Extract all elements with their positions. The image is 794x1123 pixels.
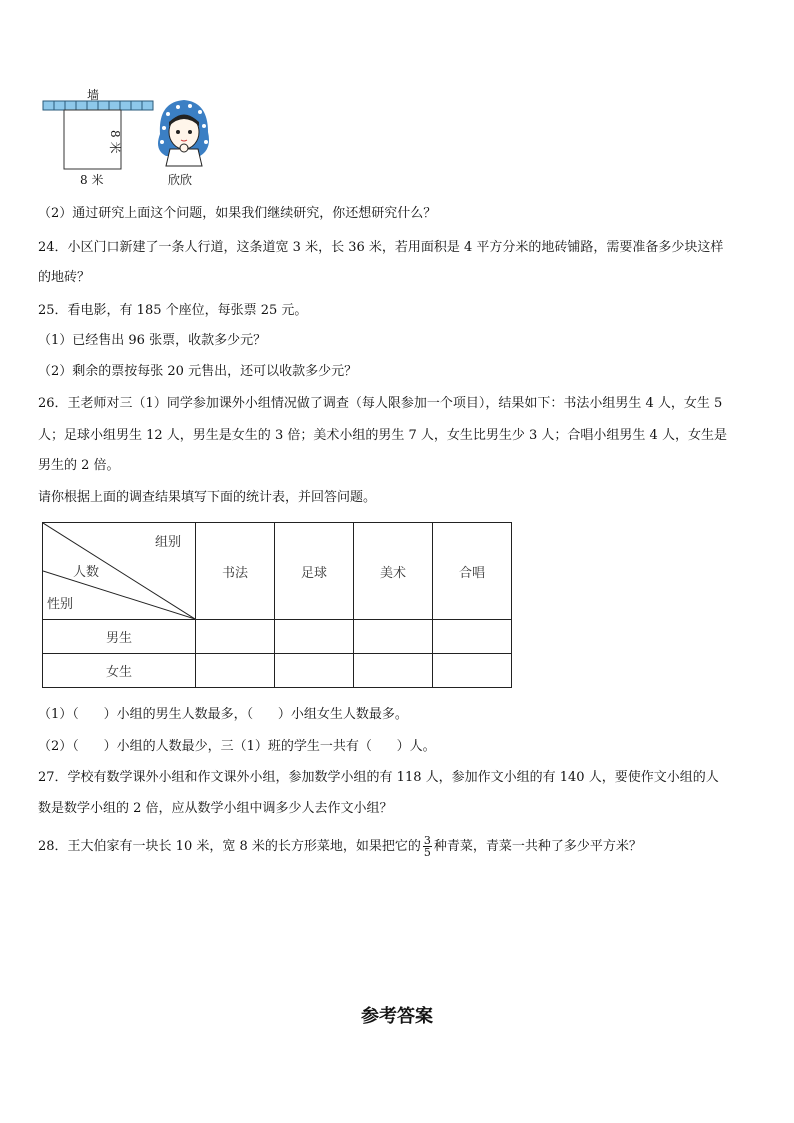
wall-label: 墙 bbox=[87, 88, 100, 102]
column-header: 书法 bbox=[196, 523, 275, 620]
table-cell[interactable] bbox=[354, 654, 433, 688]
corner-group-label: 组别 bbox=[155, 535, 182, 550]
wall-square-figure bbox=[40, 86, 240, 190]
q25-sub2: （2）剩余的票按每张 20 元售出，还可以收款多少元？ bbox=[38, 364, 358, 379]
table-row bbox=[43, 620, 512, 654]
table-cell[interactable] bbox=[275, 654, 354, 688]
column-header: 足球 bbox=[275, 523, 354, 620]
fraction bbox=[423, 835, 432, 858]
table-cell[interactable] bbox=[196, 620, 275, 654]
statistics-table bbox=[42, 522, 512, 688]
q26-line1: 26．王老师对三（1）同学参加课外小组情况做了调查（每人限参加一个项目），结果如下：书法小组男生 4 人，女生 5 bbox=[38, 396, 723, 411]
column-header: 合唱 bbox=[433, 523, 512, 620]
q26-instruction: 请你根据上面的调查结果填写下面的统计表，并回答问题。 bbox=[38, 490, 377, 505]
girl-name-label: 欣欣 bbox=[168, 173, 193, 187]
q23-sub2: （2）通过研究上面这个问题，如果我们继续研究，你还想研究什么？ bbox=[38, 206, 437, 221]
table-cell[interactable] bbox=[196, 654, 275, 688]
q28-after: 种青菜，青菜一共种了多少平方米？ bbox=[433, 839, 642, 854]
side-length-label: 8 米 bbox=[108, 130, 122, 154]
q26-line2: 人；足球小组男生 12 人，男生是女生的 3 倍；美术小组的男生 7 人，女生比男生少 3 人；合唱小组男生 4 人，女生是 bbox=[38, 428, 727, 443]
table-cell[interactable] bbox=[433, 654, 512, 688]
q24-line2: 的地砖？ bbox=[38, 270, 91, 285]
q25-stem: 25．看电影，有 185 个座位，每张票 25 元。 bbox=[38, 303, 308, 318]
corner-count-label: 人数 bbox=[73, 565, 100, 580]
corner-gender-label: 性别 bbox=[47, 597, 74, 612]
q24-line1: 24．小区门口新建了一条人行道，这条道宽 3 米，长 36 米，若用面积是 4 平方分米的地砖铺路，需要准备多少块这样 bbox=[38, 240, 724, 255]
column-header: 美术 bbox=[354, 523, 433, 620]
bottom-length-label: 8 米 bbox=[80, 173, 104, 187]
table-row bbox=[43, 654, 512, 688]
q28-before: 28．王大伯家有一块长 10 米，宽 8 米的长方形菜地，如果把它的 bbox=[38, 839, 421, 854]
fraction-denominator: 5 bbox=[423, 846, 431, 859]
row-label-female: 女生 bbox=[43, 654, 196, 688]
q26-sub2: （2）（ ）小组的人数最少，三（1）班的学生一共有（ ）人。 bbox=[38, 739, 436, 754]
answers-title: 参考答案 bbox=[361, 1006, 433, 1027]
girl-illustration bbox=[148, 94, 218, 169]
table-cell[interactable] bbox=[354, 620, 433, 654]
fraction-numerator: 3 bbox=[423, 834, 431, 847]
table-corner-cell bbox=[43, 523, 196, 620]
q25-sub1: （1）已经售出 96 张票，收款多少元？ bbox=[38, 333, 267, 348]
table-cell[interactable] bbox=[275, 620, 354, 654]
q27-line2: 数是数学小组的 2 倍，应从数学小组中调多少人去作文小组？ bbox=[38, 801, 393, 816]
q28 bbox=[38, 834, 642, 860]
q26-sub1: （1）（ ）小组的男生人数最多，（ ）小组女生人数最多。 bbox=[38, 707, 408, 722]
q26-line3: 男生的 2 倍。 bbox=[38, 458, 120, 473]
q27-line1: 27．学校有数学课外小组和作文课外小组，参加数学小组的有 118 人，参加作文小组的有 140 人，要使作文小组的人 bbox=[38, 770, 719, 785]
row-label-male: 男生 bbox=[43, 620, 196, 654]
table-cell[interactable] bbox=[433, 620, 512, 654]
